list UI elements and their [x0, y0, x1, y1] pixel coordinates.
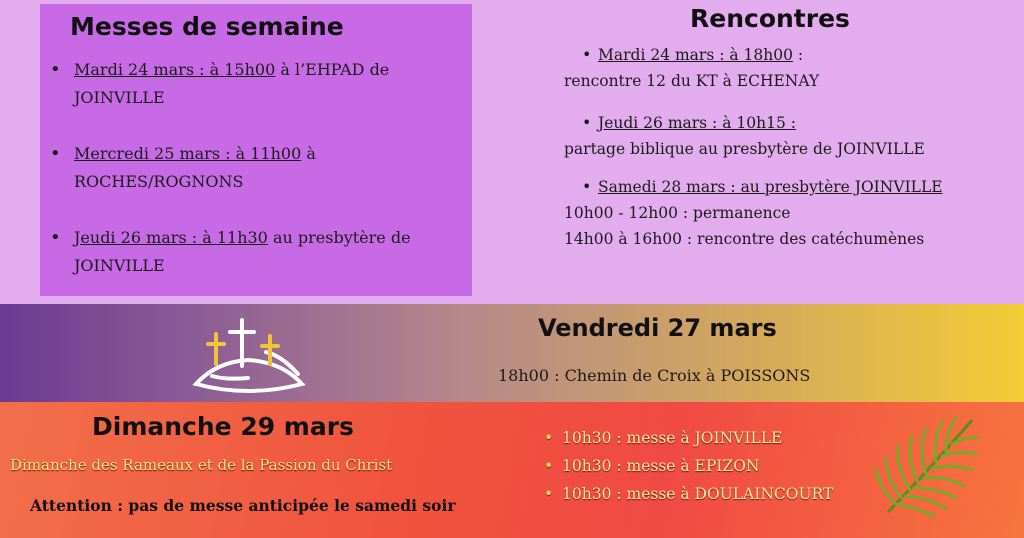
meeting-item	[564, 42, 819, 94]
sunday-masses-list	[544, 424, 833, 508]
mass-date: Jeudi 26 mars : à 11h30	[74, 228, 268, 247]
list-item	[70, 224, 460, 280]
meeting-date-tail: :	[792, 46, 804, 64]
list-item: • 10h30 : messe à JOINVILLE	[544, 424, 833, 452]
sunday-warning: Attention : pas de messe anticipée le samedi soir	[30, 496, 456, 515]
weekday-masses-list	[70, 56, 460, 280]
mass-place: à l’EHPAD de	[275, 60, 390, 79]
meeting-head	[564, 42, 819, 68]
mass-date: Mercredi 25 mars : à 11h00	[74, 144, 302, 163]
weekday-masses-panel	[40, 4, 472, 296]
meeting-item	[564, 110, 925, 162]
friday-band	[0, 304, 1024, 402]
mass-place-line2: ROCHES/ROGNONS	[74, 172, 244, 191]
friday-title: Vendredi 27 mars	[538, 314, 777, 342]
list-item: • 10h30 : messe à DOULAINCOURT	[544, 480, 833, 508]
mass-place-line2: JOINVILLE	[74, 88, 165, 107]
meetings-title: Rencontres	[690, 4, 850, 33]
meeting-detail: 10h00 - 12h00 : permanence	[564, 204, 791, 222]
meeting-head	[564, 110, 925, 136]
friday-text: 18h00 : Chemin de Croix à POISSONS	[498, 366, 811, 385]
meeting-date: Mardi 24 mars : à 18h00	[598, 46, 793, 64]
calvary-crosses-icon	[186, 312, 310, 396]
meeting-head	[564, 174, 943, 200]
mass-place: à	[301, 144, 316, 163]
mass-place: au presbytère de	[267, 228, 411, 247]
meeting-detail: partage biblique au presbytère de JOINVILLE	[564, 140, 925, 158]
sunday-subtitle: Dimanche des Rameaux et de la Passion du Christ	[10, 456, 393, 474]
palm-leaf-icon	[872, 412, 982, 522]
weekday-masses-title: Messes de semaine	[70, 12, 344, 41]
list-item	[70, 56, 460, 112]
meeting-detail: 14h00 à 16h00 : rencontre des catéchumènes	[564, 230, 925, 248]
meeting-date: Samedi 28 mars : au presbytère JOINVILLE	[598, 178, 943, 196]
list-item	[70, 140, 460, 196]
meeting-item	[564, 174, 943, 252]
mass-place-line2: JOINVILLE	[74, 256, 165, 275]
sunday-section	[0, 402, 1024, 538]
meeting-date: Jeudi 26 mars : à 10h15 :	[598, 114, 796, 132]
meeting-detail: rencontre 12 du KT à ECHENAY	[564, 72, 820, 90]
sunday-title: Dimanche 29 mars	[92, 412, 354, 441]
list-item: • 10h30 : messe à EPIZON	[544, 452, 833, 480]
mass-date: Mardi 24 mars : à 15h00	[74, 60, 276, 79]
